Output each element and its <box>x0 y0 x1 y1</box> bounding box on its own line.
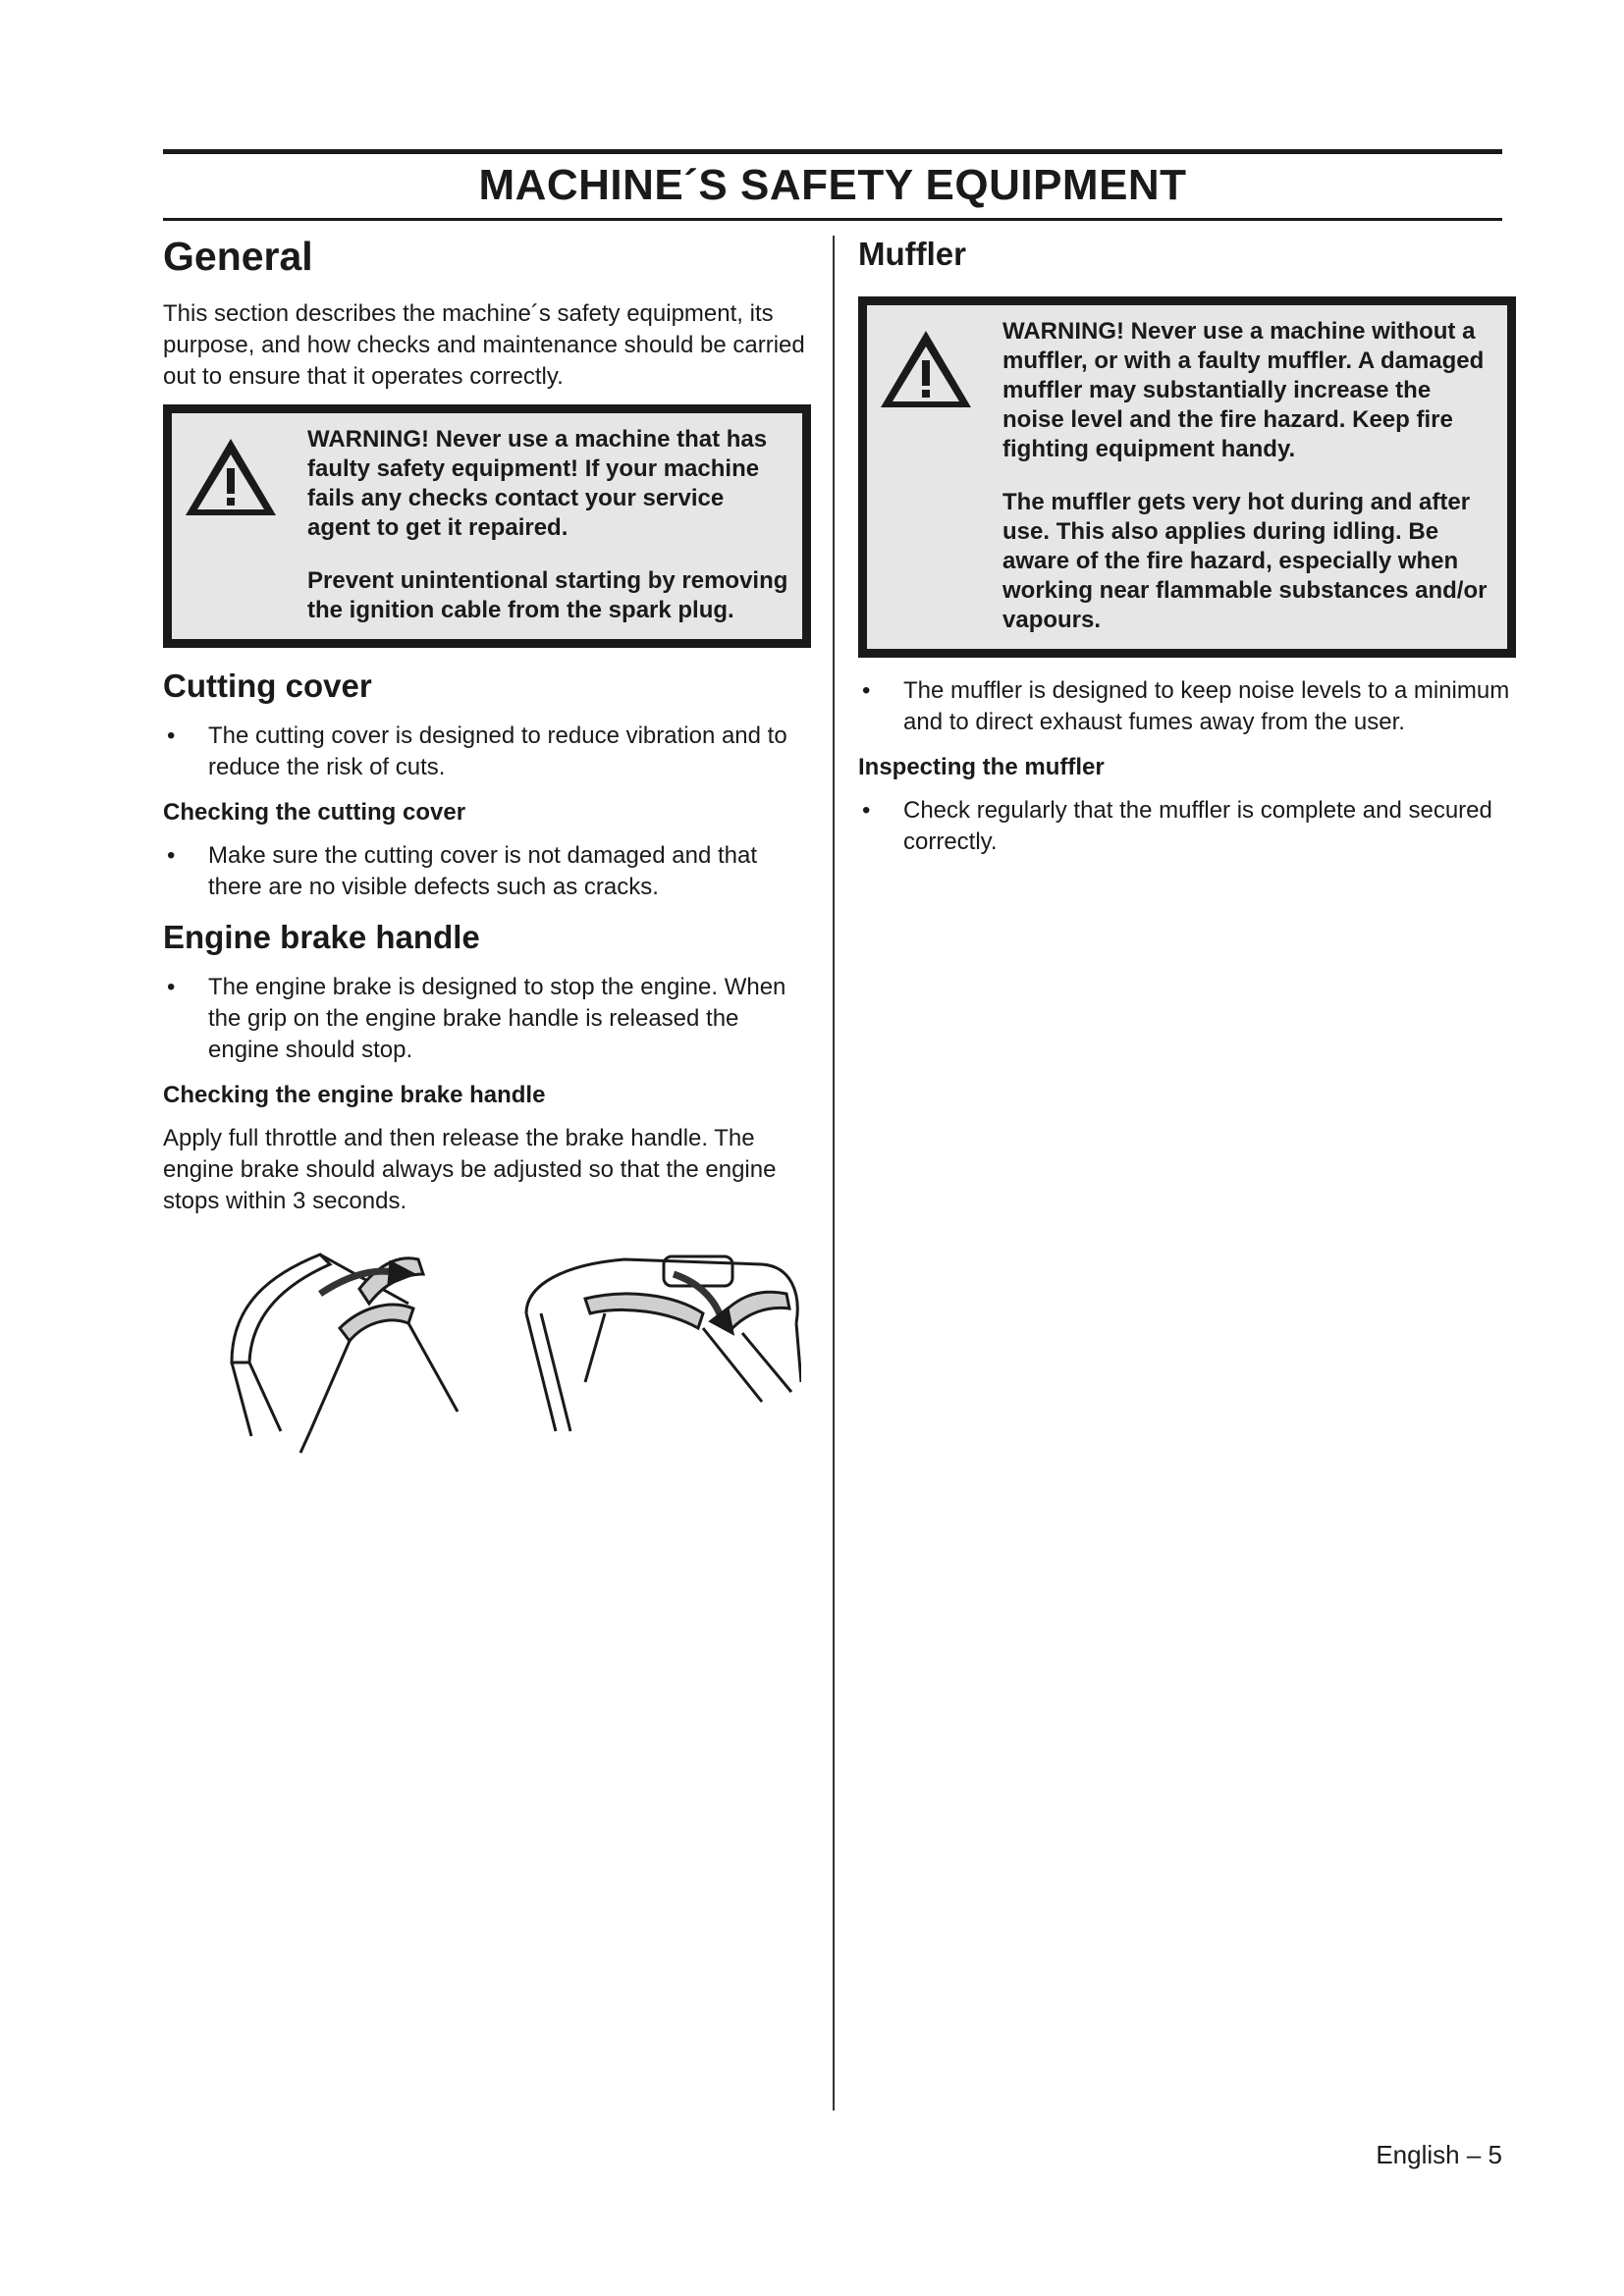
general-heading: General <box>163 234 313 279</box>
checking-engine-brake-heading: Checking the engine brake handle <box>163 1082 546 1108</box>
list-item <box>858 795 1516 858</box>
engine-brake-illustration <box>212 1235 801 1461</box>
muffler-bullet: The muffler is designed to keep noise levels to a minimum and to direct exhaust fumes away from the user. <box>903 677 1510 735</box>
inspecting-muffler-bullet: Check regularly that the muffler is complete and secured correctly. <box>903 797 1492 855</box>
right-column <box>858 226 1516 872</box>
muffler-heading: Muffler <box>858 236 966 272</box>
inspecting-muffler-heading: Inspecting the muffler <box>858 754 1105 780</box>
muffler-warning-box <box>858 296 1516 658</box>
engine-brake-heading: Engine brake handle <box>163 919 480 955</box>
list-item <box>858 675 1516 738</box>
warning-triangle-icon <box>877 317 985 635</box>
page-title: MACHINE´S SAFETY EQUIPMENT <box>478 161 1187 209</box>
bullet-dot: • <box>167 842 176 869</box>
general-warning-text-1: WARNING! Never use a machine that has faulty safety equipment! If your machine fails any checks contact your service agent to get it repaired. <box>307 426 768 541</box>
bullet-dot: • <box>167 722 176 749</box>
checking-engine-brake-text: Apply full throttle and then release the brake handle. The engine brake should always be adjusted so that the engine stops within 3 seconds. <box>163 1125 777 1214</box>
muffler-warning-text-2: The muffler gets very hot during and after use. This also applies during idling. Be aware of the fire hazard, especially when working near flammable substances and/or vapours. <box>1002 489 1488 633</box>
general-warning-box <box>163 404 811 648</box>
handle-engaged-illustration <box>526 1256 801 1431</box>
bullet-dot: • <box>862 677 871 704</box>
general-intro: This section describes the machine´s safety equipment, its purpose, and how checks and maintenance should be carried out to ensure that it operates correctly. <box>163 300 805 390</box>
left-column <box>163 226 811 1461</box>
header-top-rule <box>163 149 1502 154</box>
general-warning-text-2: Prevent unintentional starting by removing the ignition cable from the spark plug. <box>307 567 788 623</box>
list-item <box>163 972 811 1066</box>
handle-released-illustration <box>232 1255 458 1453</box>
checking-cutting-cover-bullet: Make sure the cutting cover is not damaged and that there are no visible defects such as cracks. <box>208 842 757 900</box>
header-bottom-rule <box>163 218 1502 221</box>
cutting-cover-bullet: The cutting cover is designed to reduce vibration and to reduce the risk of cuts. <box>208 722 787 780</box>
column-divider <box>833 236 835 2110</box>
bullet-dot: • <box>862 797 871 824</box>
bullet-dot: • <box>167 974 176 1000</box>
checking-cutting-cover-heading: Checking the cutting cover <box>163 799 466 826</box>
list-item <box>163 721 811 783</box>
page-number: English – 5 <box>1376 2140 1502 2169</box>
warning-triangle-icon <box>182 425 290 625</box>
muffler-warning-text-1: WARNING! Never use a machine without a muffler, or with a faulty muffler. A damaged muffler may substantially increase the noise level and the fire hazard. Keep fire fighting equipment handy. <box>1002 318 1485 462</box>
engine-brake-bullet: The engine brake is designed to stop the engine. When the grip on the engine brake handle is released the engine should stop. <box>208 974 786 1063</box>
cutting-cover-heading: Cutting cover <box>163 667 372 704</box>
list-item <box>163 840 811 903</box>
